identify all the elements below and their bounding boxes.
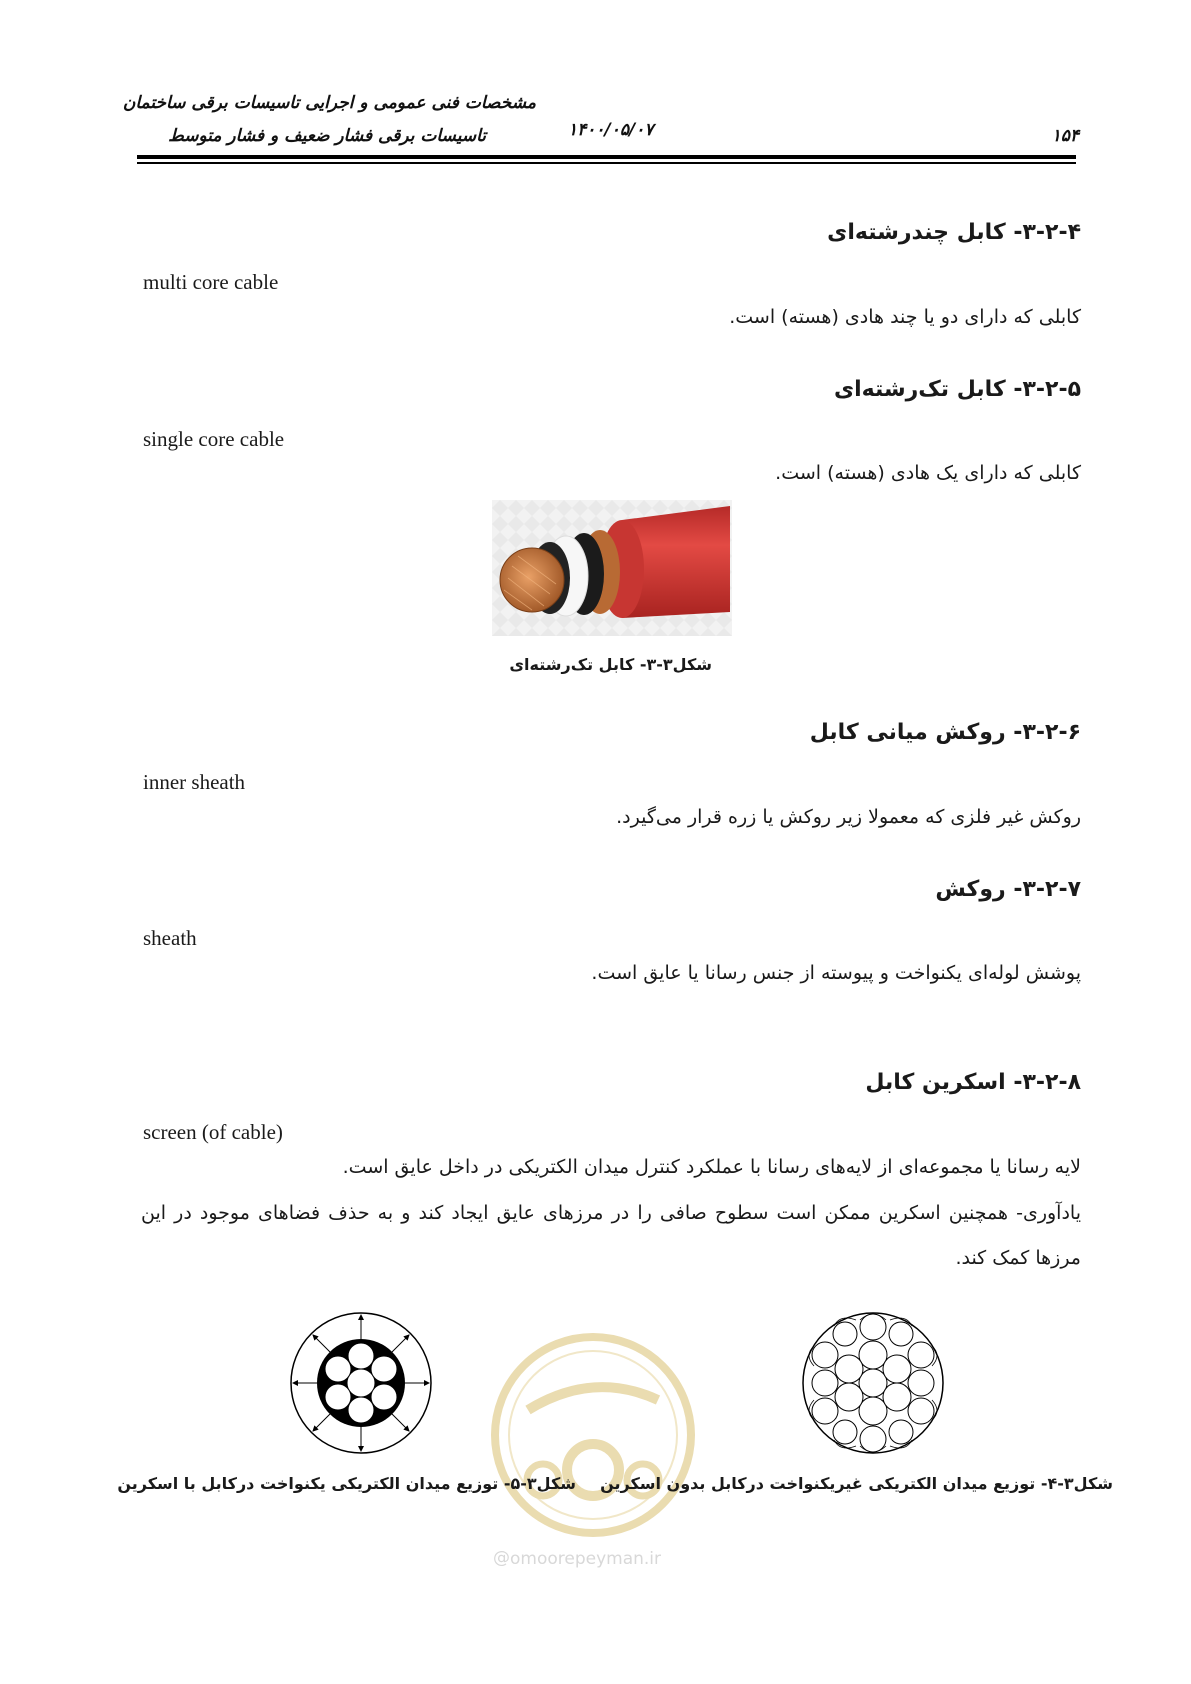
section-heading: ۳-۲-۸- اسکرین کابل: [865, 1070, 1081, 1095]
definition: پوشش لوله‌ای یکنواخت و پیوسته از جنس رسانا یا عایق است.: [591, 962, 1081, 984]
single-core-cable-image: [492, 500, 732, 636]
figure-caption: شکل۳-۴- توزیع میدان الکتریکی غیریکنواخت درکابل بدون اسکرین: [600, 1474, 1113, 1493]
header-rule-thick: [137, 155, 1076, 159]
page-number: ۱۵۴: [1051, 126, 1079, 146]
watermark-url: omoorepeyman.ir: [510, 1549, 662, 1569]
figure-caption: شکل۳-۳- کابل تک‌رشته‌ای: [509, 655, 712, 674]
note-paragraph: یادآوری- همچنین اسکرین ممکن است سطوح صافی را در مرزهای عایق ایجاد کند و به حذف فضاهای موجود در این مرزها کمک کند.: [141, 1202, 1081, 1269]
definition: کابلی که دارای دو یا چند هادی (هسته) است.: [729, 306, 1081, 328]
english-term: sheath: [143, 926, 197, 950]
header-rule-thin: [137, 162, 1076, 164]
uniform-field-diagram: [288, 1310, 434, 1456]
section-heading: ۳-۲-۶- روکش میانی کابل: [809, 720, 1081, 745]
definition: لایه رسانا یا مجموعه‌ای از لایه‌های رسانا با عملکرد کنترل میدان الکتریکی در داخل عایق است.: [342, 1156, 1081, 1178]
header-date: ۱۴۰۰/۰۵/۰۷: [568, 120, 654, 140]
english-term: single core cable: [143, 427, 285, 451]
section-heading: ۳-۲-۴- کابل چندرشته‌ای: [827, 220, 1081, 245]
figure-caption: شکل۳-۵- توزیع میدان الکتریکی یکنواخت درکابل با اسکرین: [117, 1474, 576, 1493]
watermark-at-icon: @: [493, 1548, 510, 1568]
header-title-line1: مشخصات فنی عمومی و اجرایی تاسیسات برقی ساختمان: [122, 93, 536, 113]
definition: کابلی که دارای یک هادی (هسته) است.: [775, 462, 1081, 484]
header-title-line2: تاسیسات برقی فشار ضعیف و فشار متوسط: [168, 126, 486, 146]
english-term: multi core cable: [143, 270, 279, 294]
nonuniform-field-diagram: [800, 1310, 946, 1456]
section-heading: ۳-۲-۷- روکش: [935, 877, 1081, 902]
section-heading: ۳-۲-۵- کابل تک‌رشته‌ای: [833, 377, 1081, 402]
english-term: screen (of cable): [143, 1120, 283, 1144]
watermark-logo: [488, 1330, 698, 1540]
english-term: inner sheath: [143, 770, 246, 794]
definition: روکش غیر فلزی که معمولا زیر روکش یا زره قرار می‌گیرد.: [616, 806, 1081, 828]
